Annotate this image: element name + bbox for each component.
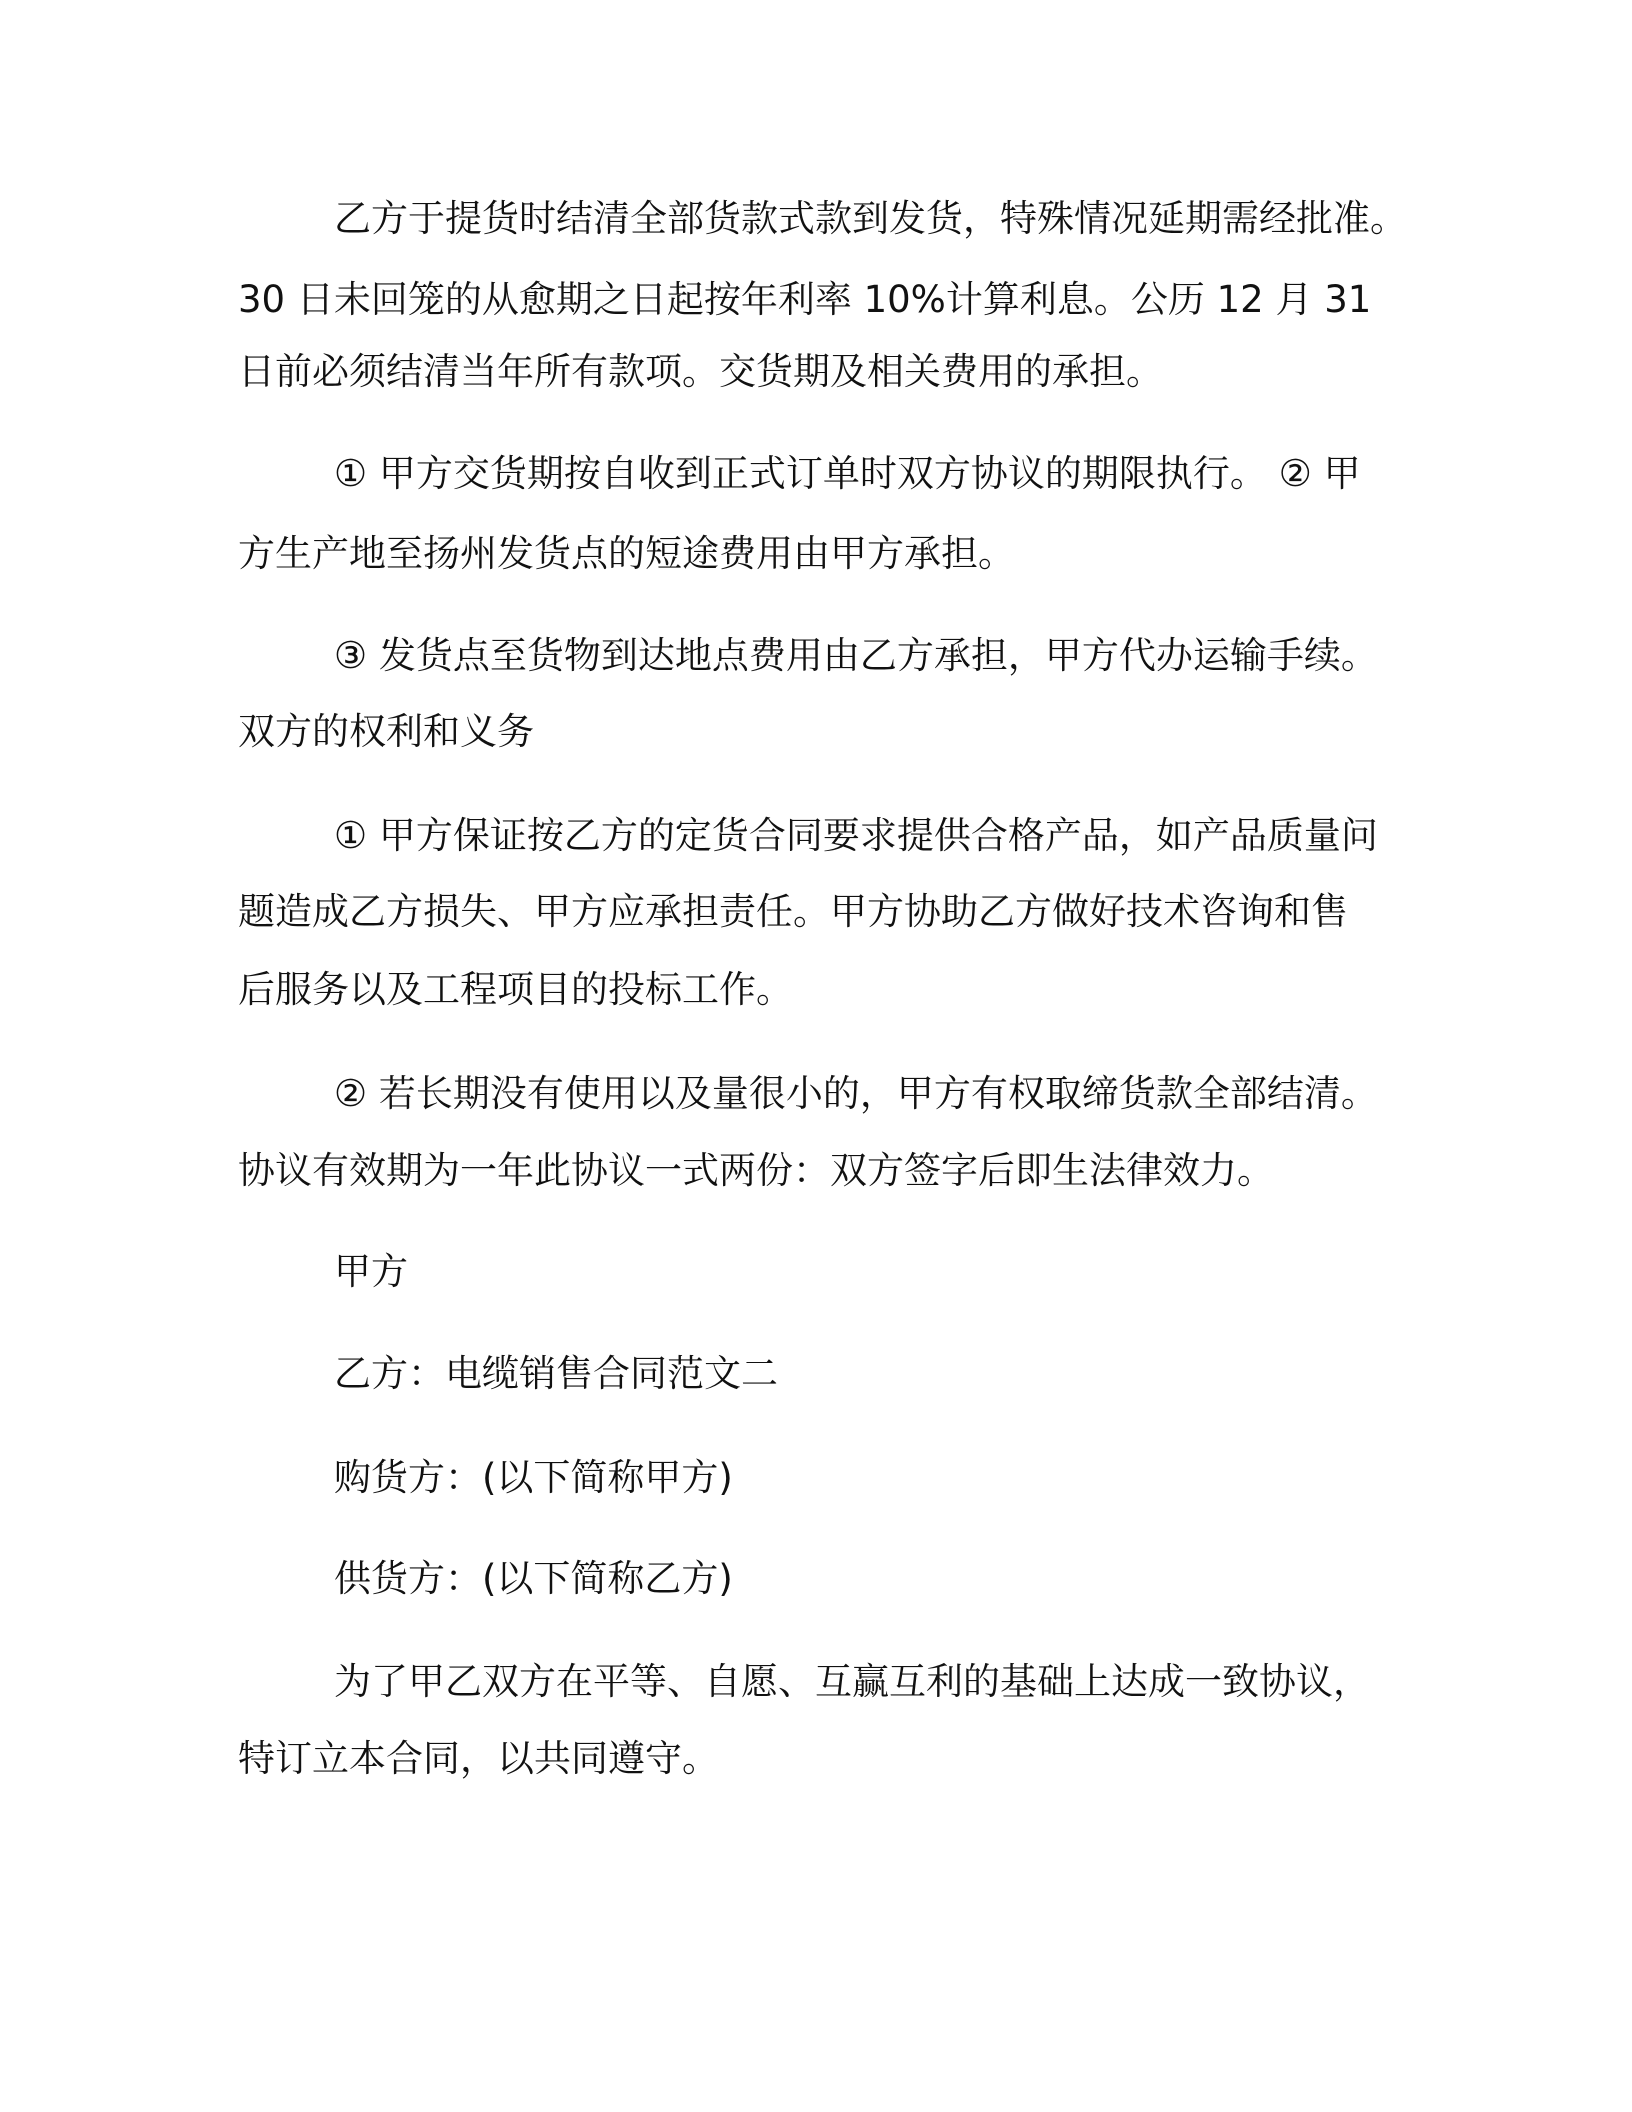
text-line-12: 协议有效期为一年此协议一式两份：双方签字后即生法律效力。 xyxy=(238,1149,1274,1192)
text-line-17: 为了甲乙双方在平等、自愿、互赢互利的基础上达成一致协议， xyxy=(334,1660,1370,1703)
text-line-6: ③ 发货点至货物到达地点费用由乙方承担，甲方代办运输手续。 xyxy=(334,634,1378,677)
text-line-18: 特订立本合同，以共同遵守。 xyxy=(238,1737,719,1780)
text-line-5: 方生产地至扬州发货点的短途费用由甲方承担。 xyxy=(238,532,1015,575)
text-line-8: ① 甲方保证按乙方的定货合同要求提供合格产品，如产品质量问 xyxy=(334,814,1378,857)
text-line-4: ① 甲方交货期按自收到正式订单时双方协议的期限执行。 ② 甲 xyxy=(334,452,1361,495)
text-line-3: 日前必须结清当年所有款项。交货期及相关费用的承担。 xyxy=(238,350,1163,393)
text-line-16: 供货方：(以下简称乙方) xyxy=(334,1557,733,1600)
text-line-15: 购货方：(以下简称甲方) xyxy=(334,1456,733,1499)
text-line-7: 双方的权利和义务 xyxy=(238,710,534,753)
text-line-10: 后服务以及工程项目的投标工作。 xyxy=(238,968,793,1011)
text-line-2: 30 日未回笼的从愈期之日起按年利率 10%计算利息。公历 12 月 31 xyxy=(238,278,1372,321)
text-line-13: 甲方 xyxy=(334,1250,408,1293)
text-line-9: 题造成乙方损失、甲方应承担责任。甲方协助乙方做好技术咨询和售 xyxy=(238,890,1348,933)
text-line-14: 乙方：电缆销售合同范文二 xyxy=(334,1352,778,1395)
text-line-1: 乙方于提货时结清全部货款式款到发货，特殊情况延期需经批准。 xyxy=(334,197,1407,240)
text-line-11: ② 若长期没有使用以及量很小的，甲方有权取缔货款全部结清。 xyxy=(334,1072,1378,1115)
